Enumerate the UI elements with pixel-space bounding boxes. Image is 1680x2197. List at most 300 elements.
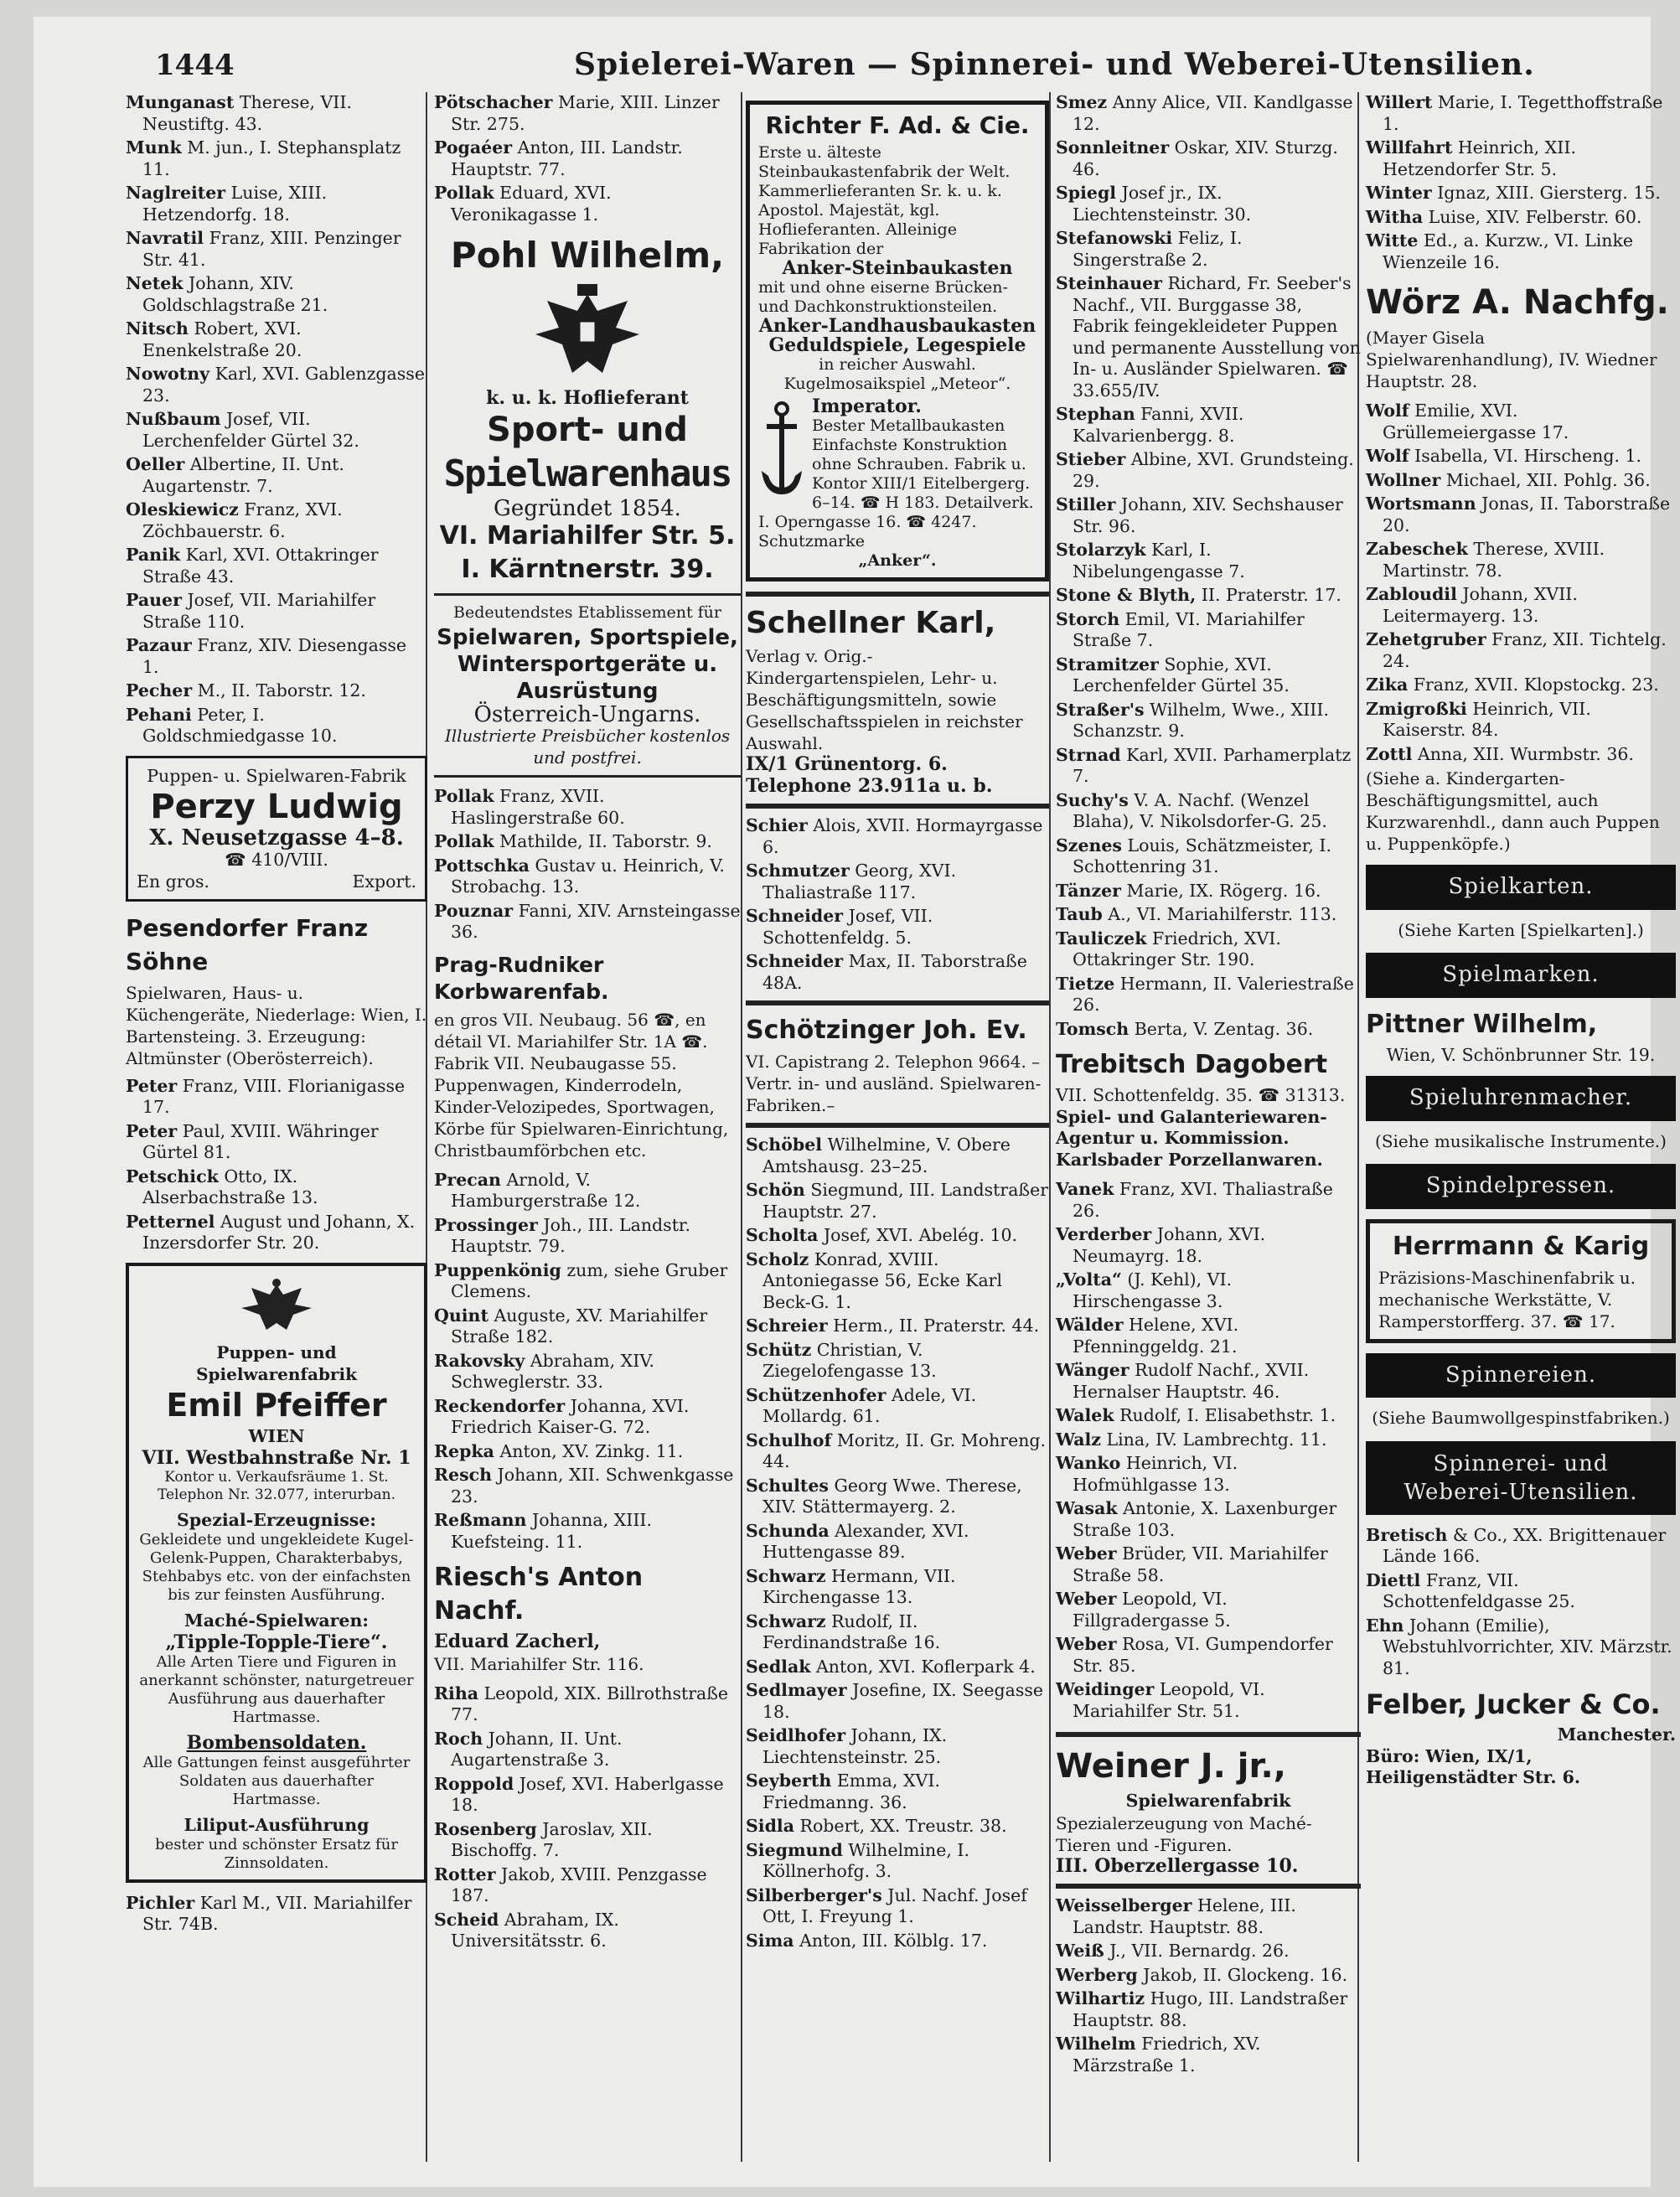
entry-text: Rudolf Nachf., XVII. Hernalser Hauptstr. 46. bbox=[1073, 1360, 1310, 1402]
entry-name: Sonnleitner bbox=[1056, 137, 1170, 158]
entry-text: Johann (Emilie), Webstuhlvorrichter, XIV. Märzstr. 81. bbox=[1383, 1615, 1672, 1678]
directory-entry bbox=[126, 318, 427, 361]
entry-text: Arnold, V. Hamburgerstraße 12. bbox=[451, 1169, 641, 1211]
entry-name: Steinhauer bbox=[1056, 273, 1162, 293]
directory-entry bbox=[746, 1611, 1049, 1654]
entry-text: Fanni, XVII. Kalvarienbergg. 8. bbox=[1073, 404, 1244, 446]
entry-name: Weisselberger bbox=[1056, 1895, 1192, 1915]
entry-text: Heinrich, VI. Hofmühlgasse 13. bbox=[1073, 1453, 1238, 1495]
entry-name: Panik bbox=[126, 545, 181, 565]
ad-region: Österreich-Ungarns. bbox=[473, 701, 701, 727]
directory-entry bbox=[434, 1910, 741, 1952]
entry-text: Berta, V. Zentag. 36. bbox=[1134, 1018, 1314, 1039]
directory-entry bbox=[1056, 1634, 1361, 1677]
ad-text: en gros VII. Neubaug. 56 ☎, en détail VI. Mariahilfer Str. 1A ☎. Fabrik VII. Neubaugasse 55. Puppenwagen, Kinderrodeln, Kinder-Velozipedes, Sportwagen, Körbe für Spielwaren-Einrichtung, Christbaumförbchen etc. bbox=[434, 1009, 729, 1161]
entry-name: Puppenkönig bbox=[434, 1259, 561, 1280]
entry-name: Schütz bbox=[746, 1339, 812, 1360]
divider bbox=[746, 592, 1049, 597]
entry-name: Scholta bbox=[746, 1225, 819, 1245]
divider bbox=[746, 804, 1049, 809]
entry-text: A., VI. Mariahilferstr. 113. bbox=[1108, 904, 1337, 924]
ad-text: Wien, V. Schönbrunner Str. 19. bbox=[1386, 1044, 1656, 1065]
entry-text: Eduard, XVI. Veronikagasse 1. bbox=[451, 183, 612, 225]
entry-text: Alois, XVII. Hormayrgasse 6. bbox=[762, 815, 1043, 857]
entry-name: Seyberth bbox=[746, 1771, 832, 1791]
entry-text: Auguste, XV. Mariahilfer Straße 182. bbox=[451, 1305, 708, 1347]
entry-text: zum, siehe Gruber Clemens. bbox=[451, 1259, 728, 1301]
directory-entry bbox=[1056, 835, 1361, 878]
entry-text: Rudolf, I. Elisabethstr. 1. bbox=[1119, 1405, 1336, 1425]
entry-text: Karl, XVI. Gablenzgasse 23. bbox=[142, 364, 425, 406]
entry-name: Stieber bbox=[1056, 449, 1126, 469]
ad-lili-text: bester und schönster Ersatz für Zinnsoldaten. bbox=[155, 1835, 398, 1872]
entry-text: Max, II. Taborstraße 48A. bbox=[762, 951, 1027, 993]
entry-text: Heinrich, VII. Kaiserstr. 84. bbox=[1383, 698, 1591, 740]
directory-entry bbox=[434, 1170, 741, 1212]
entry-list bbox=[434, 1683, 741, 1952]
entry-name: Pichler bbox=[126, 1892, 195, 1913]
entry-text: Siegmund, III. Landstraßer Hauptstr. 27. bbox=[762, 1180, 1049, 1222]
directory-entry bbox=[1366, 584, 1676, 627]
entry-text: Hugo, III. Landstraßer Hauptstr. 88. bbox=[1073, 1988, 1348, 2030]
entry-name: Schreier bbox=[746, 1316, 828, 1336]
entry-text: Anton, XVI. Koflerpark 4. bbox=[816, 1656, 1036, 1677]
entry-text: Wilhelmine, V. Obere Amtshausg. 23–25. bbox=[762, 1135, 1011, 1176]
entry-name: Tomsch bbox=[1056, 1018, 1129, 1039]
entry-text: Karl, I. Nibelungengasse 7. bbox=[1073, 540, 1245, 582]
entry-text: Franz, XII. Tichtelg. 24. bbox=[1383, 629, 1667, 671]
entry-name: Rotter bbox=[434, 1864, 496, 1884]
ad-spec: Gekleidete und ungekleidete Kugel-Gelenk-Puppen, Charakterbabys, Stehbabys etc. von der einfachsten bis zur feinsten Ausführung. bbox=[139, 1530, 414, 1604]
ad-mache-head: Maché-Spielwaren: bbox=[184, 1610, 369, 1631]
entry-text: Marie, XIII. Linzer Str. 275. bbox=[451, 92, 720, 134]
entry-list bbox=[126, 92, 427, 747]
entry-name: Zmigroßki bbox=[1366, 698, 1467, 719]
entry-name: Netek bbox=[126, 273, 184, 293]
entry-list bbox=[1056, 1179, 1361, 1722]
entry-text: Franz, VII. Schottenfeldgasse 25. bbox=[1383, 1569, 1575, 1611]
entry-text: Feliz, I. Singerstraße 2. bbox=[1073, 228, 1243, 270]
entry-text: Franz, VIII. Florianigasse 17. bbox=[142, 1075, 406, 1117]
entry-text: Therese, XVIII. Martinstr. 78. bbox=[1383, 539, 1605, 581]
entry-text: Josef, VII. Mariahilfer Straße 110. bbox=[142, 590, 376, 632]
entry-name: Siegmund bbox=[746, 1839, 843, 1860]
directory-entry bbox=[434, 183, 741, 225]
directory-entry bbox=[1056, 904, 1361, 926]
entry-name: Strnad bbox=[1056, 744, 1121, 765]
weiner-ad bbox=[1056, 1745, 1361, 1877]
entry-name: Weber bbox=[1056, 1589, 1117, 1609]
entry-text: Gustav u. Heinrich, V. Strobachg. 13. bbox=[451, 855, 725, 897]
entry-list bbox=[1056, 92, 1361, 1040]
directory-entry bbox=[1056, 1988, 1361, 2031]
ad-text: Spezialerzeugung von Maché-Tieren und -Figuren. bbox=[1056, 1812, 1312, 1855]
entry-name: Suchy's bbox=[1056, 789, 1129, 810]
entry-name: Petternel bbox=[126, 1211, 215, 1232]
divider bbox=[746, 1123, 1049, 1128]
entry-text: August und Johann, X. Inzersdorfer Str. 20. bbox=[142, 1211, 416, 1253]
directory-entry bbox=[126, 1166, 427, 1209]
entry-name: Scheid bbox=[434, 1909, 499, 1930]
entry-name: Zabeschek bbox=[1366, 539, 1468, 559]
entry-text: Mathilde, II. Taborstr. 9. bbox=[499, 831, 712, 851]
entry-list bbox=[1056, 1895, 1361, 2076]
felber-ad bbox=[1366, 1688, 1676, 1789]
entry-name: Pauer bbox=[126, 590, 182, 610]
entry-text: Johann, XII. Schwenkgasse 23. bbox=[451, 1465, 734, 1507]
entry-text: Sophie, XVI. Lerchenfelder Gürtel 35. bbox=[1073, 654, 1290, 695]
entry-name: Zehetgruber bbox=[1366, 629, 1486, 649]
entry-name: Pazaur bbox=[126, 635, 192, 655]
entry-list bbox=[126, 1076, 427, 1254]
woerz-ad bbox=[1366, 282, 1676, 392]
entry-text: Marie, I. Tegetthoffstraße 1. bbox=[1383, 92, 1663, 134]
directory-entry bbox=[1056, 137, 1361, 180]
directory-entry bbox=[1056, 1360, 1361, 1403]
ad-product-2: Anker-Landhausbaukasten Geduldspiele, Legespiele bbox=[758, 315, 1036, 356]
directory-entry bbox=[1056, 449, 1361, 492]
directory-entry bbox=[1056, 183, 1361, 225]
entry-name: Schwarz bbox=[746, 1565, 826, 1586]
entry-text: Joh., III. Landstr. Hauptstr. 79. bbox=[451, 1214, 690, 1256]
section-banner-spieluhren: Spieluhrenmacher. bbox=[1366, 1076, 1676, 1121]
directory-entry bbox=[1366, 207, 1676, 229]
ad-mache-name: „Tipple-Topple-Tiere“. bbox=[165, 1631, 388, 1653]
directory-entry bbox=[126, 183, 427, 225]
directory-entry bbox=[434, 1864, 741, 1907]
entry-name: Pötschacher bbox=[434, 92, 553, 112]
directory-entry bbox=[1056, 1498, 1361, 1541]
ad-text: (Mayer Gisela Spielwarenhandlung), IV. Wiedner Hauptstr. 28. bbox=[1366, 328, 1657, 391]
entry-text: Georg, XVI. Thaliastraße 117. bbox=[762, 861, 957, 902]
section-note: (Siehe musikalische Instrumente.) bbox=[1375, 1130, 1667, 1151]
ad-address: III. Oberzellergasse 10. bbox=[1056, 1854, 1299, 1877]
entry-name: Pottschka bbox=[434, 855, 530, 876]
entry-name: Munk bbox=[126, 137, 182, 158]
entry-name: Schneider bbox=[746, 906, 844, 926]
ad-name: Schellner Karl, bbox=[746, 606, 996, 640]
directory-entry bbox=[1056, 790, 1361, 833]
directory-entry bbox=[746, 1840, 1049, 1883]
ad-bomb-text: Alle Gattungen feinst ausgeführter Soldaten aus dauerhafter Hartmasse. bbox=[142, 1753, 411, 1808]
entry-name: „Volta“ bbox=[1056, 1269, 1122, 1290]
richter-ad bbox=[746, 101, 1049, 582]
entry-name: Roch bbox=[434, 1728, 483, 1749]
entry-name: Zabloudil bbox=[1366, 584, 1457, 604]
directory-entry bbox=[1056, 92, 1361, 135]
directory-entry bbox=[1366, 699, 1676, 742]
directory-entry bbox=[1366, 539, 1676, 582]
entry-name: Stolarzyk bbox=[1056, 540, 1146, 560]
entry-list bbox=[434, 1170, 741, 1553]
entry-text: Josef, VII. Lerchenfelder Gürtel 32. bbox=[142, 409, 359, 451]
entry-name: Nowotny bbox=[126, 364, 210, 384]
riesch-ad bbox=[434, 1561, 741, 1675]
ad-name: Pohl Wilhelm, bbox=[450, 235, 725, 276]
directory-entry bbox=[434, 137, 741, 180]
entry-text: Fanni, XIV. Arnsteingasse 36. bbox=[451, 900, 741, 942]
directory-entry bbox=[126, 1212, 427, 1254]
ad-title-2: Spielwarenhaus bbox=[443, 452, 731, 495]
directory-entry bbox=[1056, 585, 1361, 607]
directory-entry bbox=[1056, 654, 1361, 697]
directory-entry bbox=[746, 951, 1049, 994]
directory-entry bbox=[434, 856, 741, 898]
entry-text: Friedrich, XV. Märzstraße 1. bbox=[1073, 2034, 1261, 2076]
directory-entry bbox=[1366, 446, 1676, 468]
entry-text: Johann, XVII. Leitermayerg. 13. bbox=[1383, 584, 1578, 626]
divider bbox=[746, 1000, 1049, 1005]
entry-name: Rakovsky bbox=[434, 1350, 525, 1371]
directory-entry bbox=[434, 1441, 741, 1463]
entry-text: Heinrich, XII. Hetzendorfer Str. 5. bbox=[1383, 137, 1576, 179]
directory-entry bbox=[1056, 2034, 1361, 2076]
directory-entry bbox=[1056, 974, 1361, 1016]
directory-entry bbox=[126, 137, 427, 180]
ad-lili-head: Liliput-Ausführung bbox=[184, 1814, 370, 1835]
ad-text: Präzisions-Maschinenfabrik u. mechanische Werkstätte, V. Ramperstorfferg. 37. ☎ 17. bbox=[1378, 1267, 1636, 1331]
section-note: (Siehe Karten [Spielkarten].) bbox=[1398, 919, 1644, 940]
ad-subtitle: Puppen- u. Spielwaren-Fabrik bbox=[147, 765, 406, 786]
entry-list bbox=[434, 92, 741, 225]
entry-text: Leopold, XIX. Billrothstraße 77. bbox=[451, 1683, 729, 1724]
entry-name: Schützenhofer bbox=[746, 1384, 887, 1405]
entry-name: Quint bbox=[434, 1305, 488, 1326]
ad-title-1: Sport- und bbox=[487, 410, 688, 449]
directory-entry bbox=[1056, 1679, 1361, 1722]
entry-name: Schier bbox=[746, 815, 808, 835]
directory-entry bbox=[126, 499, 427, 542]
directory-entry bbox=[126, 454, 427, 497]
ad-name: Prag-Rudniker Korbwarenfab. bbox=[434, 952, 609, 1004]
column-rule bbox=[1049, 92, 1051, 2162]
directory-entry bbox=[746, 1476, 1049, 1518]
entry-name: Schöbel bbox=[746, 1135, 823, 1155]
directory-entry bbox=[434, 92, 741, 135]
directory-entry bbox=[1056, 540, 1361, 582]
directory-entry bbox=[434, 1260, 741, 1303]
entry-name: Scholz bbox=[746, 1248, 809, 1269]
entry-name: Oeller bbox=[126, 454, 185, 474]
directory-page bbox=[34, 17, 1676, 2187]
ad-text: Spielwaren, Haus- u. Küchengeräte, Niederlage: Wien, I. Bartensteing. 3. Erzeugung: Altmünster (Oberösterreich). bbox=[126, 982, 427, 1068]
directory-entry bbox=[1366, 744, 1676, 766]
section-banner-spinnereien: Spinnereien. bbox=[1366, 1353, 1676, 1398]
directory-entry bbox=[1366, 629, 1676, 672]
directory-entry bbox=[434, 1774, 741, 1817]
entry-text: Anton, III. Landstr. Hauptstr. 77. bbox=[451, 137, 683, 179]
ad-text-3: in reicher Auswahl. Kugelmosaikspiel „Meteor“. bbox=[783, 355, 1011, 393]
column-3 bbox=[746, 92, 1049, 2153]
directory-entry bbox=[1056, 228, 1361, 271]
ad-product-1: Anker-Steinbaukasten bbox=[782, 257, 1013, 279]
directory-entry bbox=[1056, 1269, 1361, 1312]
entry-name: Winter bbox=[1366, 183, 1432, 203]
entry-name: Sidla bbox=[746, 1816, 794, 1836]
entry-text: Franz, XIII. Penzinger Str. 41. bbox=[142, 228, 401, 270]
entry-text: Isabella, VI. Hirscheng. 1. bbox=[1414, 446, 1642, 466]
entry-text: Johann, XVI. Neumayrg. 18. bbox=[1073, 1224, 1266, 1266]
entry-text: Adele, VI. Mollardg. 61. bbox=[762, 1384, 977, 1426]
entry-name: Schön bbox=[746, 1180, 805, 1200]
directory-entry bbox=[1056, 1224, 1361, 1267]
directory-entry bbox=[434, 1305, 741, 1348]
ad-address: IX/1 Grünentorg. 6. Telephone 23.911a u. b. bbox=[746, 753, 993, 797]
entry-text: Johanna, XVI. Friedrich Kaiser-G. 72. bbox=[451, 1395, 690, 1437]
directory-entry bbox=[1056, 273, 1361, 401]
entry-name: Wänger bbox=[1056, 1360, 1129, 1380]
entry-text: Therese, VII. Neustiftg. 43. bbox=[142, 92, 353, 134]
directory-entry bbox=[1056, 1429, 1361, 1451]
page-header bbox=[121, 42, 1680, 84]
directory-entry bbox=[1366, 401, 1676, 443]
entry-text: II. Praterstr. 17. bbox=[1201, 585, 1341, 605]
entry-name: Witte bbox=[1366, 230, 1419, 251]
ad-city: WIEN bbox=[248, 1425, 305, 1446]
directory-entry bbox=[126, 364, 427, 406]
entry-list bbox=[1366, 401, 1676, 765]
entry-text: Jonas, II. Taborstraße 20. bbox=[1383, 494, 1671, 535]
entry-text: Franz, XVI. Zöchbauerstr. 6. bbox=[142, 499, 343, 541]
entry-name: Willfahrt bbox=[1366, 137, 1453, 158]
entry-list bbox=[434, 786, 741, 943]
entry-name: Weiß bbox=[1056, 1941, 1104, 1961]
section-banner-spielkarten: Spielkarten. bbox=[1366, 865, 1676, 910]
entry-name: Smez bbox=[1056, 92, 1108, 112]
directory-entry bbox=[1056, 1453, 1361, 1496]
entry-name: Straßer's bbox=[1056, 699, 1145, 720]
ad-subtitle: Puppen- und Spielwarenfabrik bbox=[196, 1341, 357, 1384]
directory-entry bbox=[1056, 1315, 1361, 1357]
entry-text: Johanna, XIII. Kuefsteing. 11. bbox=[451, 1510, 653, 1552]
directory-entry bbox=[1056, 1179, 1361, 1222]
ad-text: VII. Mariahilfer Str. 116. bbox=[434, 1653, 644, 1674]
ad-sub: Kontor u. Verkaufsräume 1. St. Telephon Nr. 32.077, interurban. bbox=[157, 1468, 396, 1503]
entry-list bbox=[1366, 92, 1676, 273]
entry-text: Johann, XIV. Goldschlagstraße 21. bbox=[142, 273, 328, 315]
entry-text: Luise, XIII. Hetzendorfg. 18. bbox=[142, 183, 328, 225]
entry-text: Johann, IX. Liechtensteinstr. 25. bbox=[762, 1725, 948, 1767]
entry-name: Stefanowski bbox=[1056, 228, 1173, 248]
entry-name: Wanko bbox=[1056, 1453, 1121, 1473]
directory-entry bbox=[126, 680, 427, 702]
directory-entry bbox=[746, 1885, 1049, 1928]
entry-name: Tietze bbox=[1056, 973, 1115, 994]
directory-entry bbox=[1056, 881, 1361, 902]
entry-text: Albertine, II. Unt. Augartenstr. 7. bbox=[142, 454, 344, 496]
entry-name: Seidlhofer bbox=[746, 1725, 845, 1745]
entry-text: V. A. Nachf. (Wenzel Blaha), V. Nikolsdorfer-G. 25. bbox=[1073, 789, 1327, 831]
ad-spec-head: Spezial-Erzeugnisse: bbox=[177, 1509, 376, 1530]
entry-text: Antonie, X. Laxenburger Straße 103. bbox=[1073, 1498, 1337, 1540]
entry-text: Luise, XIV. Felberstr. 60. bbox=[1428, 206, 1642, 227]
ad-text: Verlag v. Orig.-Kindergartenspielen, Lehr- u. Beschäftigungsmitteln, sowie Gesellschaftsspielen in reichster Auswahl. bbox=[746, 646, 1023, 753]
running-title: Spielerei-Waren — Spinnerei- und Weberei-Utensilien. bbox=[574, 47, 1535, 82]
ad-name: Trebitsch Dagobert bbox=[1056, 1050, 1328, 1079]
pohl-ad bbox=[434, 234, 741, 778]
ad-name: Richter F. Ad. & Cie. bbox=[765, 111, 1030, 139]
entry-list bbox=[746, 1135, 1049, 1951]
ad-text: Büro: Wien, IX/1, Heiligenstädter Str. 6. bbox=[1366, 1745, 1580, 1787]
imperial-eagle-icon bbox=[529, 282, 646, 383]
banner-line-1: Spinnerei- und bbox=[1433, 1450, 1609, 1476]
entry-text: Karl, XVII. Parhamerplatz 7. bbox=[1073, 744, 1352, 786]
entry-name: Zika bbox=[1366, 675, 1409, 695]
entry-text: Josefine, IX. Seegasse 18. bbox=[762, 1680, 1044, 1722]
entry-name: Walz bbox=[1056, 1429, 1101, 1450]
entry-list bbox=[126, 1893, 427, 1936]
ad-name: Riesch's Anton Nachf. bbox=[434, 1563, 644, 1626]
ad-product-3: Imperator. bbox=[812, 395, 922, 417]
entry-text: M., II. Taborstr. 12. bbox=[197, 680, 366, 700]
ad-left: En gros. bbox=[137, 871, 209, 892]
entry-name: Wilhelm bbox=[1056, 2034, 1136, 2054]
entry-text: Konrad, XVIII. Antoniegasse 56, Ecke Karl Beck-G. 1. bbox=[762, 1248, 1003, 1312]
entry-name: Stramitzer bbox=[1056, 654, 1159, 675]
entry-name: Stone & Blyth, bbox=[1056, 585, 1197, 605]
directory-entry bbox=[746, 1725, 1049, 1768]
directory-entry bbox=[1056, 494, 1361, 537]
entry-text: Ignaz, XIII. Giersterg. 15. bbox=[1437, 183, 1661, 203]
entry-name: Schultes bbox=[746, 1475, 829, 1496]
entry-name: Wälder bbox=[1056, 1315, 1124, 1335]
entry-text: Hermann, II. Valeriestraße 26. bbox=[1073, 973, 1354, 1015]
directory-entry bbox=[746, 1771, 1049, 1813]
entry-name: Stephan bbox=[1056, 404, 1135, 424]
entry-name: Willert bbox=[1366, 92, 1433, 112]
entry-text: Karl M., VII. Mariahilfer Str. 74B. bbox=[142, 1892, 412, 1934]
entry-text: Johann, II. Unt. Augartenstraße 3. bbox=[451, 1728, 623, 1770]
ad-address: X. Neusetzgasse 4–8. bbox=[149, 825, 404, 850]
directory-entry bbox=[1366, 470, 1676, 492]
entry-name: Munganast bbox=[126, 92, 235, 112]
entry-text: Brüder, VII. Mariahilfer Straße 58. bbox=[1073, 1543, 1328, 1585]
directory-entry bbox=[1056, 1019, 1361, 1041]
entry-text: Anton, III. Kölblg. 17. bbox=[799, 1930, 988, 1951]
directory-entry bbox=[126, 409, 427, 452]
pesendorfer-ad bbox=[126, 912, 427, 1069]
divider bbox=[1056, 1732, 1361, 1737]
entry-name: Peter bbox=[126, 1120, 178, 1141]
ad-bomb-head: Bombensoldaten. bbox=[186, 1731, 367, 1754]
entry-text: Leopold, VI. Mariahilfer Str. 51. bbox=[1073, 1679, 1265, 1721]
directory-entry bbox=[434, 1465, 741, 1507]
directory-entry bbox=[1366, 230, 1676, 273]
directory-entry bbox=[434, 1396, 741, 1439]
directory-entry bbox=[1056, 1543, 1361, 1586]
entry-name: Spiegl bbox=[1056, 183, 1117, 203]
entry-text: Georg Wwe. Therese, XIV. Stättermayerg. 2. bbox=[762, 1475, 1022, 1517]
entry-name: Verderber bbox=[1056, 1224, 1152, 1244]
entry-name: Witha bbox=[1366, 206, 1424, 227]
entry-name: Pogaéer bbox=[434, 137, 513, 158]
entry-name: Peter bbox=[126, 1075, 178, 1096]
entry-name: Pouznar bbox=[434, 900, 514, 921]
entry-text: Paul, XVIII. Währinger Gürtel 81. bbox=[142, 1120, 379, 1162]
entry-name: Diettl bbox=[1366, 1569, 1421, 1590]
directory-entry bbox=[1056, 1405, 1361, 1427]
directory-entry bbox=[1056, 1895, 1361, 1938]
entry-name: Prossinger bbox=[434, 1214, 538, 1235]
ad-goods: Spielwaren, Sportspiele, Wintersportgeräte u. Ausrüstung bbox=[437, 624, 738, 704]
banner-line-2: Weberei-Utensilien. bbox=[1403, 1479, 1638, 1505]
entry-text: Jakob, II. Glockeng. 16. bbox=[1143, 1964, 1348, 1985]
directory-entry bbox=[126, 273, 427, 316]
ad-founded: Gegründet 1854. bbox=[494, 495, 681, 521]
entry-text: Jakob, XVIII. Penzgasse 187. bbox=[451, 1864, 707, 1905]
directory-entry bbox=[1366, 92, 1676, 135]
entry-name: Pollak bbox=[434, 786, 494, 806]
